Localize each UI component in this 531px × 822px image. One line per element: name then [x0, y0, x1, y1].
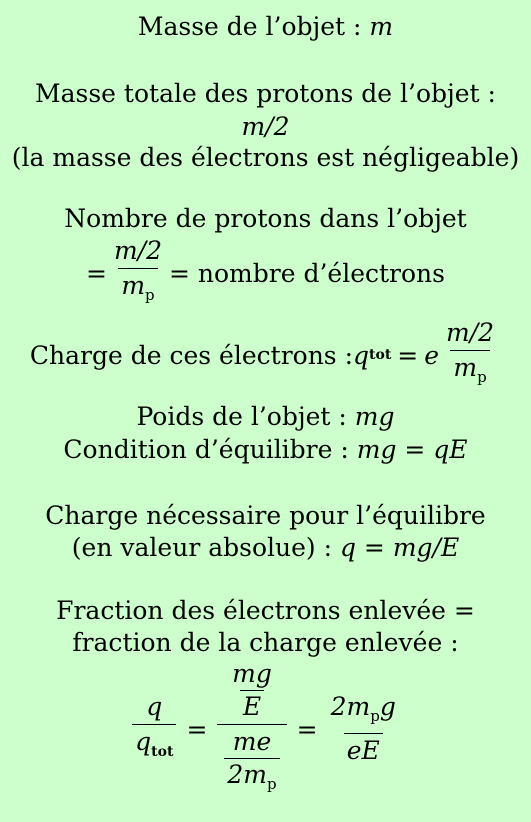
fraction-denominator: E: [240, 690, 264, 721]
fraction-q-over-qtot: [132, 692, 176, 767]
denominator-sub: p: [477, 368, 487, 386]
fraction-numerator: q: [146, 691, 163, 721]
fraction-denominator: eE: [344, 733, 383, 766]
compound-denominator: [217, 724, 286, 798]
fraction-denominator: [132, 724, 176, 767]
line-proton-mass-value: m/2: [241, 112, 290, 141]
line-electron-mass-note: (la masse des électrons est négligeable): [11, 143, 520, 172]
denominator-var: 2m: [227, 760, 268, 789]
equilibrium-eq: mg = qE: [356, 435, 468, 464]
line-equilibrium: [0, 435, 531, 465]
fraction-charge: [443, 318, 497, 392]
fraction-denominator: [224, 758, 279, 798]
denominator-var: m: [121, 271, 146, 300]
fraction-numerator: m/2: [446, 318, 495, 347]
electron-count-text: = nombre d’électrons: [169, 258, 445, 288]
denominator-sub: tot: [151, 743, 174, 760]
fraction-numerator: me: [232, 727, 272, 756]
object-mass-var: m: [369, 12, 394, 41]
line-proton-count-label: Nombre de protons dans l’objet: [64, 204, 467, 233]
required-charge-eq: q = mg/E: [339, 533, 460, 562]
weight-var: mg: [354, 402, 395, 431]
fraction-mg-over-E: [229, 660, 275, 721]
fraction-denominator: [118, 268, 157, 310]
fraction-numerator: mg: [232, 659, 272, 688]
numerator-var: 2m: [330, 692, 371, 721]
absolute-value-label: (en valeur absolue) :: [71, 533, 340, 562]
numerator-g: g: [379, 692, 396, 721]
e-var: e: [424, 340, 440, 370]
equilibrium-label: Condition d’équilibre :: [63, 435, 357, 464]
line-proton-mass-label: Masse totale des protons de l’objet :: [35, 79, 496, 108]
line-weight: [0, 402, 531, 432]
fraction-me-over-2mp: [224, 728, 279, 798]
line-proton-count-formula: [0, 236, 531, 306]
fraction-compound: [217, 660, 286, 798]
fraction-protons: [111, 236, 165, 310]
line-required-charge-label: Charge nécessaire pour l’équilibre: [45, 501, 486, 530]
line-fraction-formula: [0, 659, 531, 794]
line-required-charge-value: [0, 533, 531, 563]
line-fraction-label-1: Fraction des électrons enlevée =: [56, 596, 475, 625]
fraction-denominator: [450, 350, 489, 392]
fraction-numerator: [328, 692, 399, 733]
q-sub: tot: [369, 347, 392, 363]
numerator-sub: p: [370, 707, 380, 725]
line-electron-charge: [0, 318, 531, 388]
fraction-result: [328, 692, 399, 766]
line-fraction-label-2: fraction de la charge enlevée :: [72, 628, 459, 657]
equals-sign: =: [186, 714, 208, 744]
fraction-numerator: m/2: [113, 236, 163, 265]
equals-sign: =: [86, 258, 107, 288]
q-var: q: [353, 340, 370, 370]
compound-numerator: [222, 660, 282, 724]
denominator-sub: p: [267, 775, 277, 793]
denominator-sub: p: [145, 286, 155, 304]
line-object-mass: [0, 12, 531, 42]
denominator-var: m: [453, 353, 478, 382]
equals-sign: =: [397, 340, 419, 370]
denominator-var: q: [135, 726, 152, 756]
equals-sign: =: [296, 714, 318, 744]
weight-label: Poids de l’objet :: [136, 402, 355, 431]
electron-charge-label: Charge de ces électrons :: [29, 340, 353, 370]
object-mass-label: Masse de l’objet :: [137, 12, 370, 41]
